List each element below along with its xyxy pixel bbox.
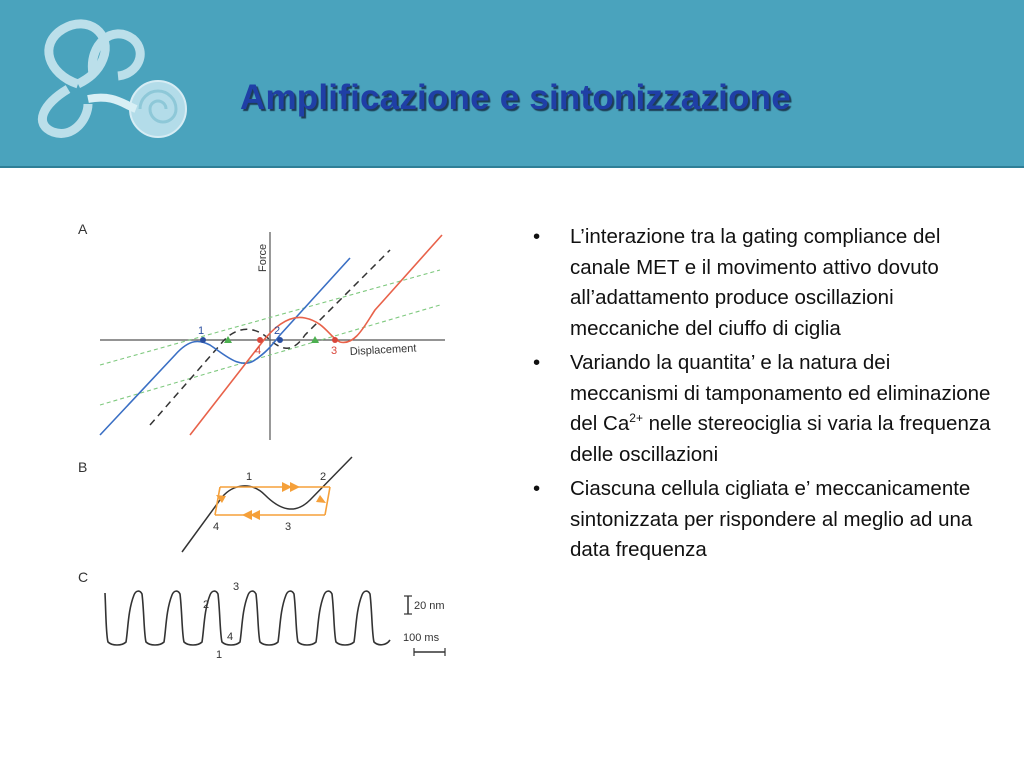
oscillation-figure (70, 210, 470, 670)
scale-bar-100ms: 100 ms (403, 632, 440, 644)
inner-ear-logo-icon (18, 14, 198, 154)
slide-title: Amplificazione e sintonizzazione (240, 78, 791, 117)
panel-c-point-3: 3 (233, 581, 240, 593)
panel-c-point-2: 2 (203, 599, 210, 611)
calcium-charge-superscript: 2+ (629, 411, 643, 426)
bullet-marker: • (533, 351, 541, 374)
bullet-item (533, 222, 1003, 344)
panel-c-point-1: 1 (216, 649, 223, 661)
panel-a-point-3: 3 (331, 345, 338, 357)
bullet-text-before: Variando la quantita’ e la natura dei meccanismi di tamponamento ed eliminazione del Ca (570, 351, 991, 435)
scale-bar-20nm: 20 nm (414, 600, 445, 612)
bullet-marker: • (533, 225, 541, 248)
panel-a-point-2: 2 (274, 325, 281, 337)
panel-label-b: B (78, 459, 88, 475)
displacement-axis-label: Displacement (349, 342, 417, 358)
bullet-text: Ciascuna cellula cigliata e’ meccanicamente sintonizzata per rispondere al meglio ad una data frequenza (570, 477, 973, 561)
force-axis-label: Force (257, 243, 269, 272)
panel-b-point-2: 2 (320, 471, 327, 483)
panel-label-c: C (78, 569, 89, 585)
bullet-text: L’interazione tra la gating compliance del canale MET e il movimento attivo dovuto all’adattamento produce oscillazioni meccaniche del ciuffo di ciglia (570, 225, 941, 340)
bullet-list (533, 222, 1003, 570)
header-divider (0, 166, 1024, 168)
panel-c-point-4: 4 (227, 631, 234, 643)
bullet-marker: • (533, 477, 541, 500)
panel-b-point-3: 3 (285, 521, 292, 533)
panel-a-point-4: 4 (255, 345, 262, 357)
bullet-item (533, 474, 1003, 566)
bullet-item (533, 348, 1003, 470)
panel-b-point-4: 4 (213, 521, 220, 533)
panel-b-point-1: 1 (246, 471, 253, 483)
panel-a-point-1: 1 (198, 325, 205, 337)
panel-label-a: A (78, 221, 88, 237)
bullet-text-after: nelle stereociglia si varia la frequenza delle oscillazioni (570, 412, 991, 466)
